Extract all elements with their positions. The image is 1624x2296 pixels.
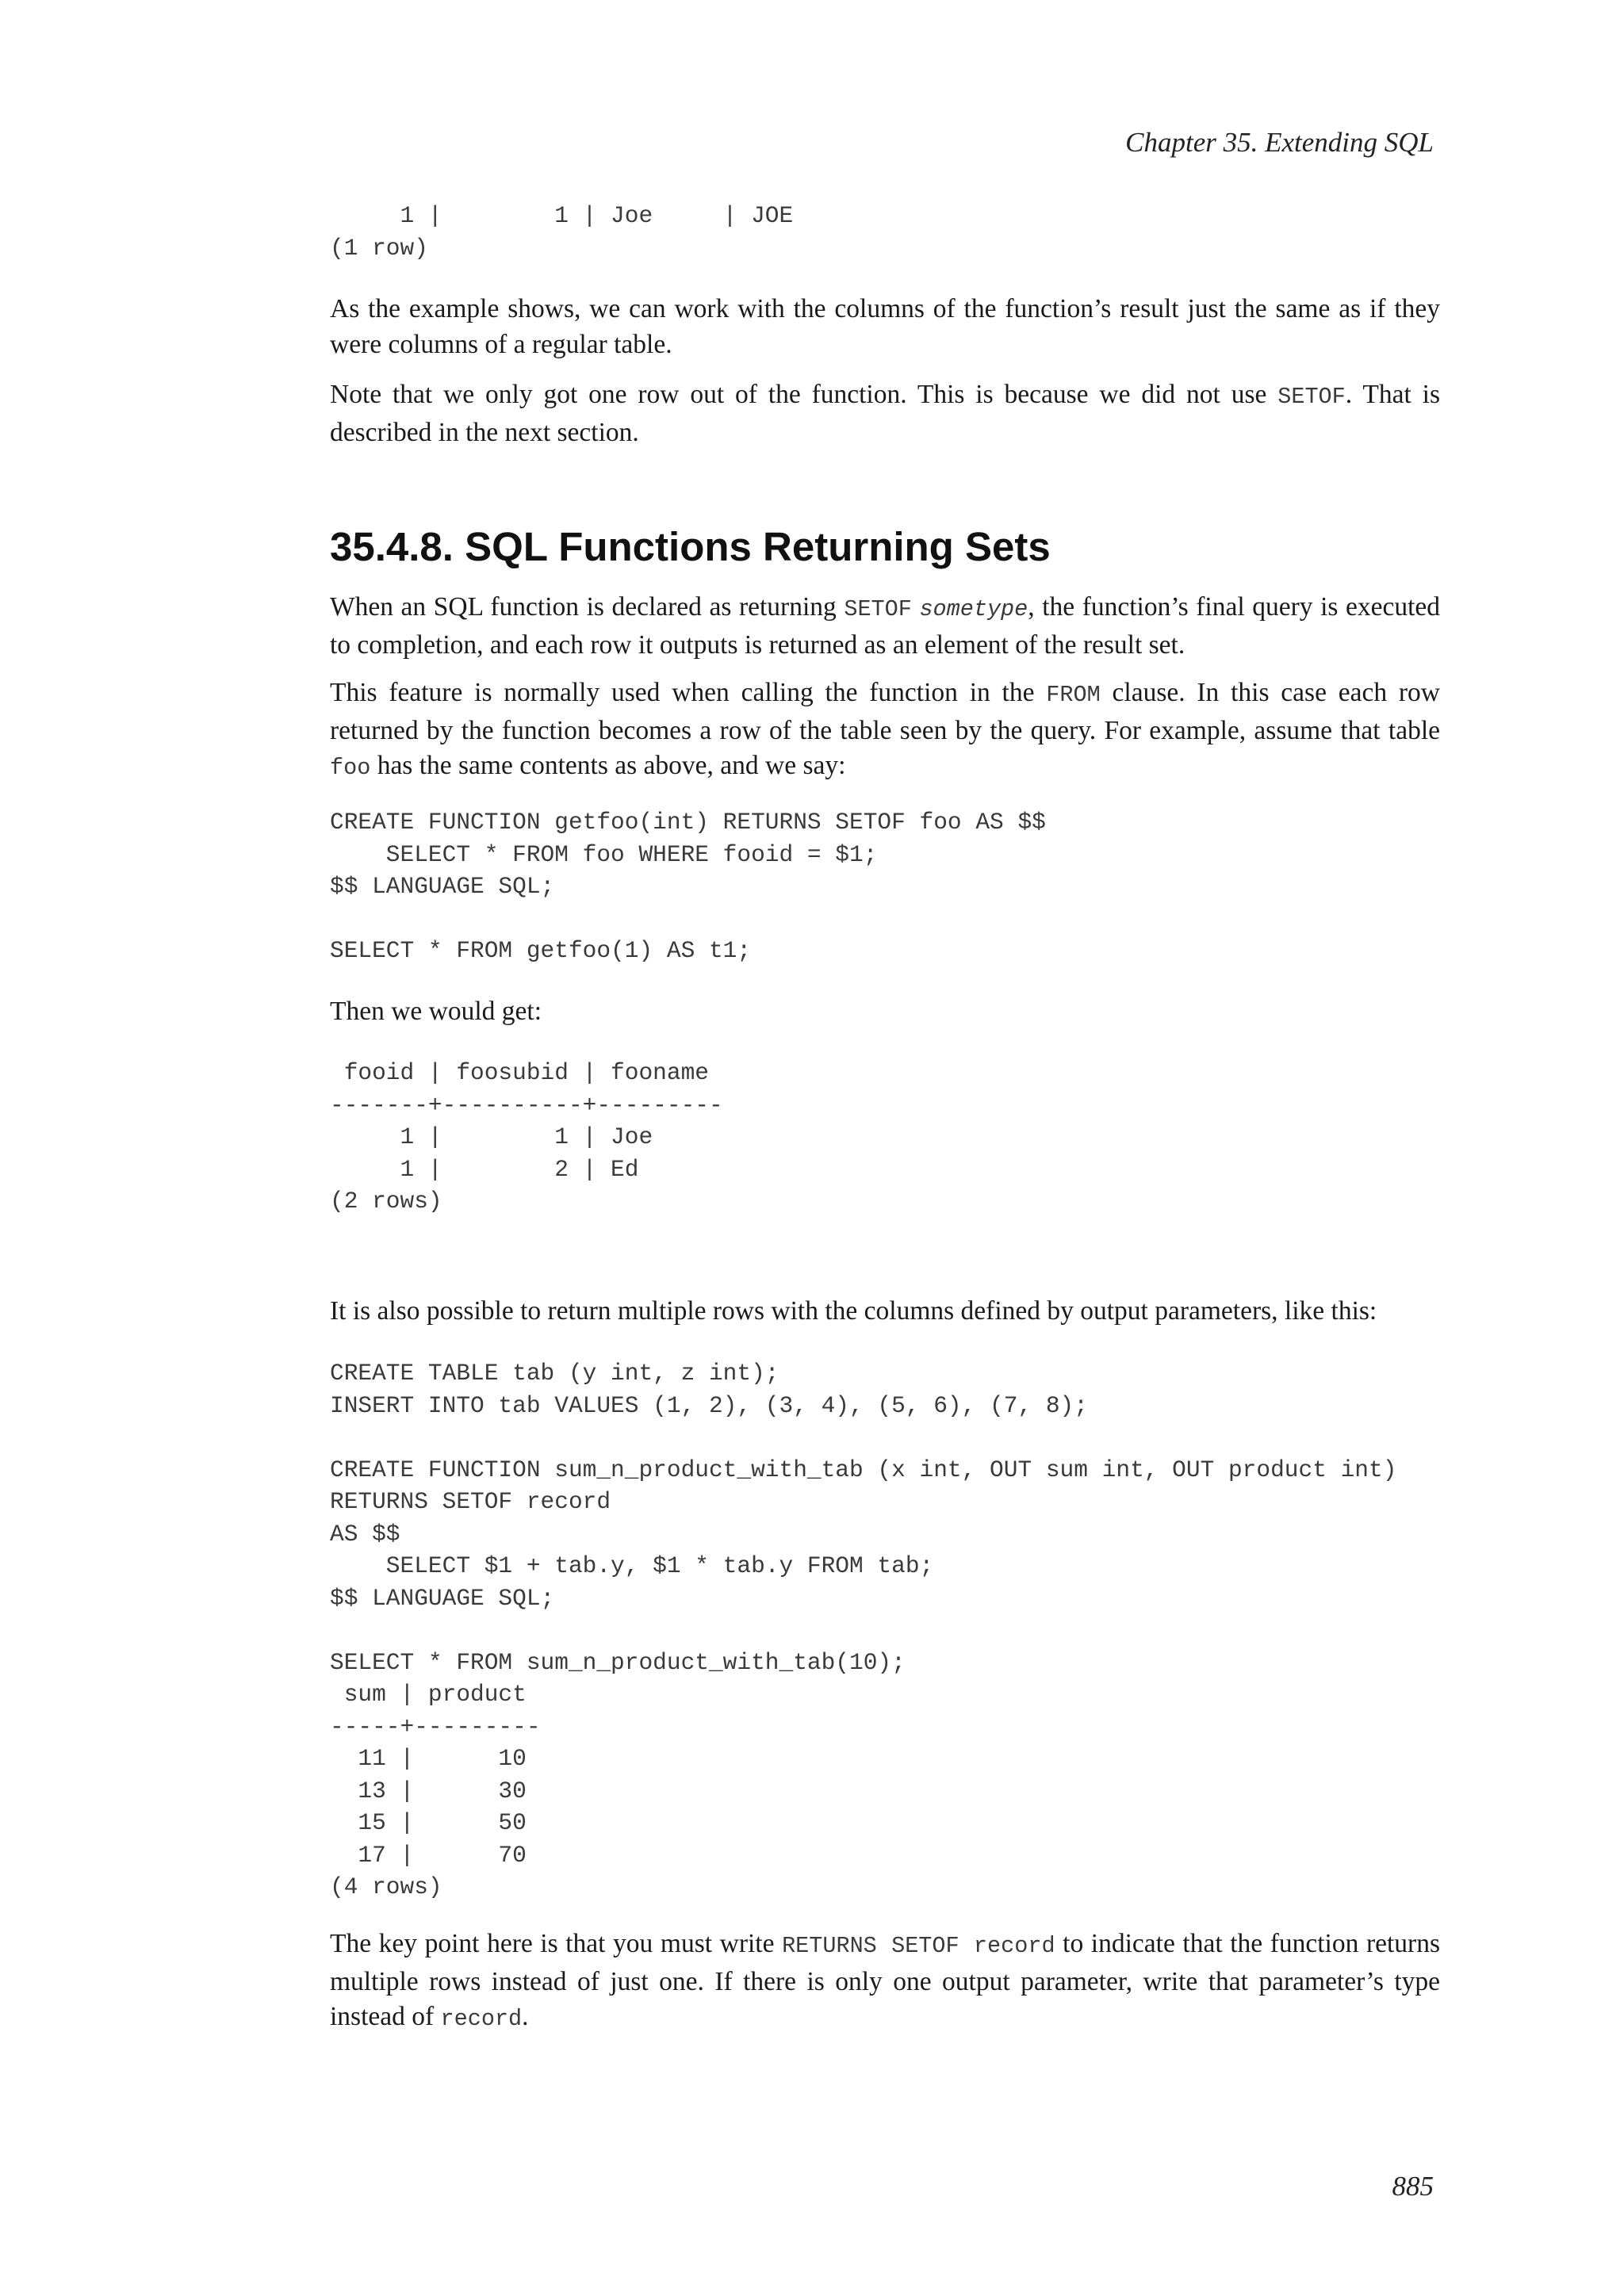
inline-code: SETOF: [1277, 384, 1346, 410]
paragraph: As the example shows, we can work with the columns of the function’s result just the same as if they were columns of a regular table.: [330, 294, 1440, 359]
paragraph: Then we would get:: [330, 997, 542, 1026]
query-output: fooid | foosubid | fooname -------+----------+--------- 1 | 1 | Joe 1 | 2 | Ed (2 rows): [330, 1059, 723, 1215]
inline-code: foo: [330, 755, 371, 781]
inline-code: FROM: [1046, 682, 1101, 708]
section-heading: 35.4.8. SQL Functions Returning Sets: [330, 524, 1051, 569]
output-line: 1 | 1 | Joe | JOE: [330, 202, 794, 229]
inline-code: record: [440, 2006, 523, 2032]
code-block: CREATE FUNCTION getfoo(int) RETURNS SETOF foo AS $$ SELECT * FROM foo WHERE fooid = $1; $$ LANGUAGE SQL; SELECT * FROM getfoo(1) AS t1;: [330, 809, 1046, 964]
paragraph: The key point here is that you must write RETURNS SETOF record to indicate that the function returns multiple rows instead of just one. If there is only one output parameter, write that parameter’s type instead of record.: [330, 1929, 1440, 2032]
output-row-count: (1 row): [330, 234, 428, 262]
inline-code: RETURNS SETOF record: [782, 1933, 1055, 1959]
paragraph: Note that we only got one row out of the function. This is because we did not use SETOF. That is described in the next section.: [330, 380, 1440, 447]
paragraph: This feature is normally used when calling the function in the FROM clause. In this case each row returned by the function becomes a row of the table seen by the query. For example, assume that table foo has the same contents as above, and we say:: [330, 678, 1440, 781]
paragraph: When an SQL function is declared as returning SETOF sometype, the function’s final query is executed to completion, and each row it outputs is returned as an element of the result set.: [330, 592, 1441, 660]
inline-code: SETOF: [844, 596, 912, 622]
paragraph: It is also possible to return multiple rows with the columns defined by output parameters, like this:: [330, 1296, 1377, 1326]
output-fragment: [330, 200, 1440, 264]
inline-code-replaceable: sometype: [919, 596, 1028, 622]
code-block: CREATE TABLE tab (y int, z int); INSERT INTO tab VALUES (1, 2), (3, 4), (5, 6), (7, 8); CREATE FUNCTION sum_n_product_with_tab (x int, OUT sum int, OUT product int) RETURNS SETOF record AS $$ SELECT $1 + tab.y, $1 * tab.y FROM tab; $$ LANGUAGE SQL; SELECT * FROM sum_n_product_with_tab(10); sum | product -----+--------- 11 | 10 13 | 30 15 | 50 17 | 70 (4 rows): [330, 1360, 1397, 1900]
page-number: 885: [1392, 2171, 1434, 2202]
running-header: Chapter 35. Extending SQL: [1125, 127, 1434, 158]
